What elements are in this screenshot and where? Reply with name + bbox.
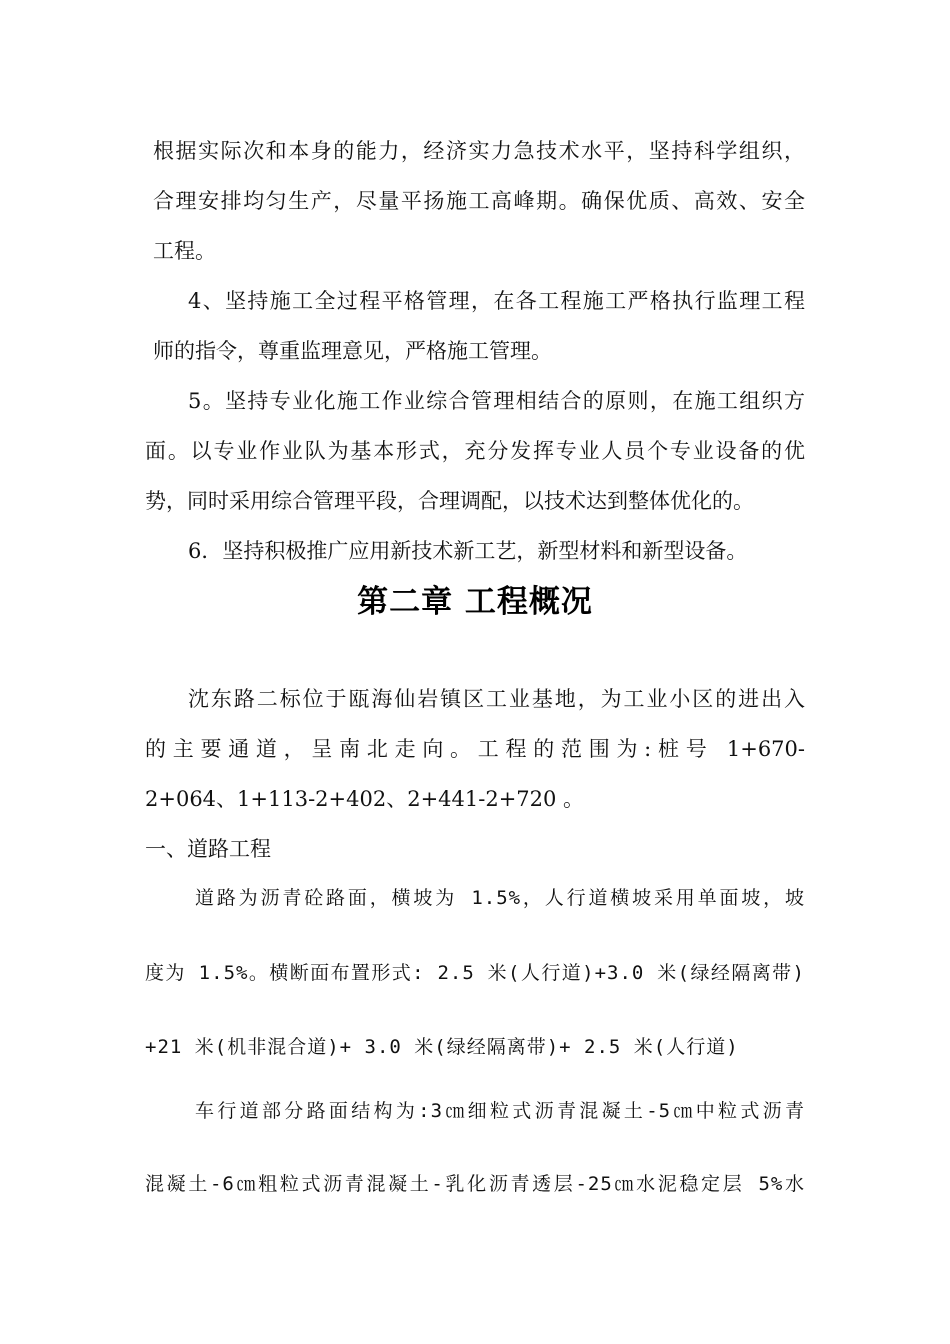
section-heading: 一、道路工程 xyxy=(145,837,271,861)
paragraph-line: 根据实际次和本身的能力，经济实力急技术水平，坚持科学组织， xyxy=(153,139,805,163)
paragraph-line: 6．坚持积极推广应用新技术新工艺，新型材料和新型设备。 xyxy=(188,539,748,563)
chapter-title: 第二章 工程概况 xyxy=(357,584,593,620)
paragraph-line: 4、坚持施工全过程平格管理，在各工程施工严格执行监理工程 xyxy=(188,289,805,313)
paragraph-line: +21 米(机非混合道)+ 3.0 米(绿经隔离带)+ 2.5 米(人行道) xyxy=(145,1036,739,1058)
paragraph-line: 车行道部分路面结构为:3㎝细粒式沥青混凝土-5㎝中粒式沥青 xyxy=(195,1100,805,1122)
paragraph-line: 面。以专业作业队为基本形式，充分发挥专业人员个专业设备的优 xyxy=(145,439,805,463)
paragraph-line: 工程。 xyxy=(153,239,216,263)
paragraph-line: 2+064、1+113-2+402、2+441-2+720 。 xyxy=(145,787,585,811)
paragraph-line: 混凝土-6㎝粗粒式沥青混凝土-乳化沥青透层-25㎝水泥稳定层 5%水 xyxy=(145,1173,805,1195)
paragraph-line: 势，同时采用综合管理平段，合理调配，以技术达到整体优化的。 xyxy=(145,489,754,513)
paragraph-line: 沈东路二标位于瓯海仙岩镇区工业基地，为工业小区的进出入 xyxy=(188,687,805,711)
paragraph-line: 度为 1.5%。横断面布置形式: 2.5 米(人行道)+3.0 米(绿经隔离带) xyxy=(145,962,805,984)
paragraph-line: 合理安排均匀生产，尽量平扬施工高峰期。确保优质、高效、安全 xyxy=(153,189,805,213)
paragraph-line: 的主要通道，呈南北走向。工程的范围为:桩号 1+670- xyxy=(145,737,805,761)
paragraph-line: 道路为沥青砼路面，横坡为 1.5%，人行道横坡采用单面坡，坡 xyxy=(195,887,805,909)
paragraph-line: 师的指令，尊重监理意见，严格施工管理。 xyxy=(153,339,552,363)
paragraph-line: 5。坚持专业化施工作业综合管理相结合的原则，在施工组织方 xyxy=(188,389,805,413)
